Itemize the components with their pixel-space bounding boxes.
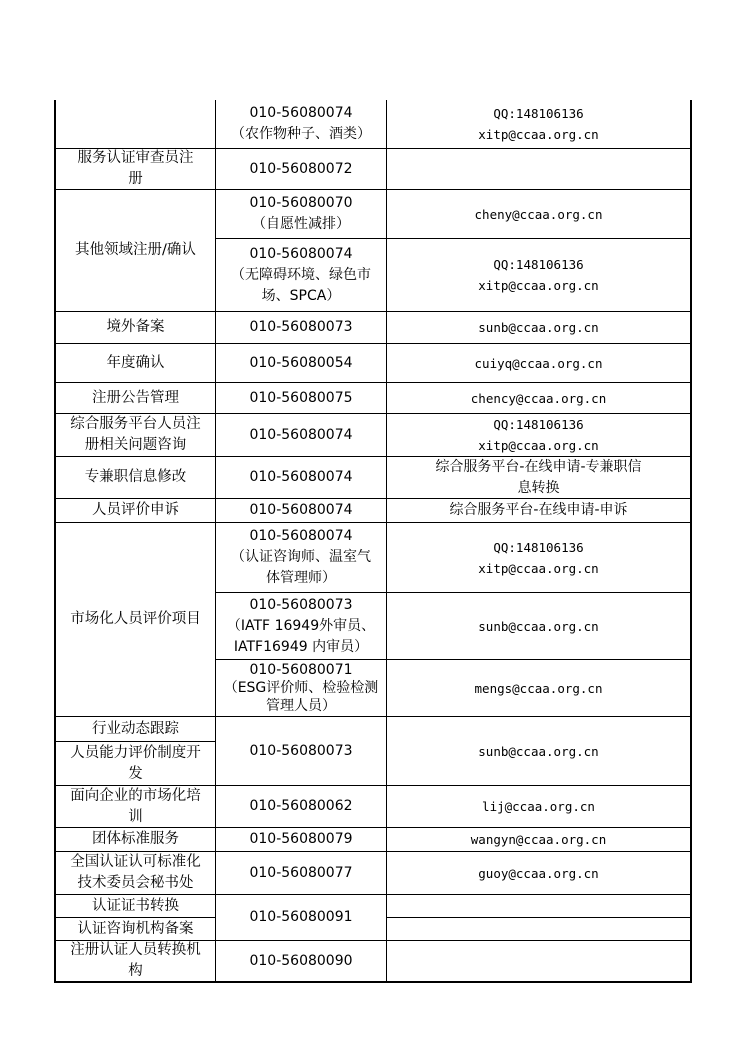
phone-cell [216, 100, 386, 148]
phone-note: 管理人员） [266, 698, 336, 714]
contact-email: xitp@ccaa.org.cn [478, 560, 599, 576]
phone-cell [216, 499, 386, 522]
service-name-cell [56, 149, 215, 189]
phone-note: （无障碍环境、绿色市 [231, 266, 371, 283]
service-name: 人员能力评价制度开 [70, 744, 201, 761]
service-name-cell [56, 383, 215, 413]
service-name-cell [56, 499, 215, 522]
phone-text: 010-56080073 [249, 596, 353, 613]
phone-text: 010-56080075 [249, 389, 353, 406]
phone-text: 010-56080073 [249, 319, 353, 335]
service-name: 构 [128, 963, 143, 979]
contact-email: xitp@ccaa.org.cn [478, 438, 599, 453]
phone-cell [216, 828, 386, 851]
contact-email: guoy@ccaa.org.cn [478, 865, 599, 881]
phone-cell [216, 941, 386, 981]
service-name-cell [56, 786, 215, 827]
contact-email: xitp@ccaa.org.cn [478, 278, 599, 293]
phone-text: 010-56080054 [249, 354, 353, 371]
contact-qq: QQ:148106136 [493, 539, 584, 555]
service-name: 注册认证人员转换机 [70, 942, 201, 958]
phone-text: 010-56080074 [249, 426, 353, 443]
phone-cell [216, 717, 386, 785]
contact-cell [387, 457, 690, 498]
service-name: 团体标准服务 [92, 831, 179, 847]
row-line-partial [386, 917, 691, 918]
phone-text: 010-56080074 [249, 105, 353, 121]
phone-note: （自愿性减排） [252, 216, 350, 232]
phone-text: 010-56080091 [249, 909, 353, 925]
phone-cell [216, 312, 386, 343]
contact-instruction: 综合服务平台-在线申请-申诉 [449, 502, 628, 518]
service-name: 专兼职信息修改 [84, 469, 187, 485]
phone-text: 010-56080072 [249, 160, 353, 177]
service-name: 认证咨询机构备案 [77, 920, 194, 937]
service-name: 注册公告管理 [92, 389, 179, 406]
contact-email: sunb@ccaa.org.cn [478, 320, 599, 335]
service-name-cell [56, 523, 215, 716]
phone-cell [216, 786, 386, 827]
contact-cell [387, 344, 690, 382]
service-name: 训 [128, 808, 143, 825]
phone-cell [216, 344, 386, 382]
service-name: 市场化人员评价项目 [70, 611, 201, 627]
service-name-cell [56, 312, 215, 343]
contact-email: cuiyq@ccaa.org.cn [474, 355, 603, 371]
service-name: 认证证书转换 [92, 897, 179, 914]
contact-instruction: 息转换 [517, 479, 560, 496]
contact-cell [387, 190, 690, 238]
service-name-cell [56, 344, 215, 382]
phone-text: 010-56080071 [249, 662, 353, 678]
phone-note: IATF16949 内审员） [233, 638, 369, 655]
contact-cell [387, 786, 690, 827]
service-name: 面向企业的市场化培 [70, 787, 201, 804]
service-name: 技术委员会秘书处 [77, 875, 194, 891]
phone-note: 场、SPCA） [261, 287, 341, 304]
contact-cell [387, 312, 690, 343]
service-name-cell [56, 895, 215, 917]
contact-qq: QQ:148106136 [493, 417, 584, 432]
phone-cell [216, 190, 386, 238]
contact-cell [387, 383, 690, 413]
contact-cell [387, 660, 690, 716]
contact-email: sunb@ccaa.org.cn [478, 743, 599, 759]
contact-cell [387, 414, 690, 456]
contact-cell [387, 717, 690, 785]
phone-note: （IATF 16949外审员、 [226, 617, 376, 634]
service-name: 年度确认 [106, 354, 165, 371]
phone-cell [216, 895, 386, 940]
service-name: 人员评价申诉 [92, 502, 179, 518]
service-name: 册相关问题咨询 [84, 437, 187, 453]
phone-text: 010-56080077 [249, 864, 353, 881]
contact-email: lij@ccaa.org.cn [482, 799, 595, 814]
contact-email: xitp@ccaa.org.cn [478, 127, 599, 142]
contact-cell [387, 523, 690, 592]
service-name: 其他领域注册/确认 [75, 242, 196, 258]
contact-cell [387, 852, 690, 894]
phone-text: 010-56080070 [249, 195, 353, 211]
phone-cell [216, 523, 386, 592]
service-name: 全国认证认可标准化 [70, 854, 201, 870]
service-name-cell [56, 941, 215, 981]
contact-cell [387, 100, 690, 148]
phone-cell [216, 660, 386, 716]
service-name-cell [56, 414, 215, 456]
phone-cell [216, 852, 386, 894]
phone-note: （ESG评价师、检验检测 [223, 680, 379, 696]
phone-cell [216, 149, 386, 189]
contact-cell [387, 828, 690, 851]
contact-email: cheny@ccaa.org.cn [474, 206, 603, 222]
service-name: 综合服务平台人员注 [70, 416, 201, 432]
phone-text: 010-56080079 [249, 831, 353, 847]
phone-note: （认证咨询师、温室气 [231, 549, 371, 565]
contact-cell [387, 499, 690, 522]
service-name: 境外备案 [106, 319, 165, 335]
contact-email: chency@ccaa.org.cn [470, 390, 607, 406]
phone-text: 010-56080074 [249, 528, 353, 544]
service-name-cell [56, 717, 215, 741]
service-name: 服务认证审查员注 [77, 150, 194, 166]
phone-cell [216, 383, 386, 413]
phone-text: 010-56080073 [249, 742, 353, 759]
service-name-cell [56, 457, 215, 498]
phone-note: （农作物种子、酒类） [231, 126, 371, 142]
service-name: 发 [128, 765, 143, 782]
phone-text: 010-56080074 [249, 469, 353, 485]
service-name-cell [56, 828, 215, 851]
phone-text: 010-56080062 [249, 798, 353, 814]
contact-email: wangyn@ccaa.org.cn [470, 832, 607, 847]
contact-qq: QQ:148106136 [493, 257, 584, 272]
phone-text: 010-56080074 [249, 245, 353, 262]
contact-cell [387, 593, 690, 659]
contact-email: sunb@ccaa.org.cn [478, 618, 599, 634]
phone-cell [216, 457, 386, 498]
service-name-cell [56, 918, 215, 940]
phone-cell [216, 414, 386, 456]
phone-cell [216, 239, 386, 311]
contact-instruction: 综合服务平台-在线申请-专兼职信 [435, 458, 642, 475]
table-border-bottom [54, 981, 692, 983]
phone-text: 010-56080074 [249, 502, 353, 518]
phone-note: 体管理师） [266, 570, 336, 586]
service-name-cell [56, 852, 215, 894]
service-name: 册 [128, 171, 143, 187]
contact-qq: QQ:148106136 [493, 106, 584, 121]
service-name-cell [56, 190, 215, 311]
phone-cell [216, 593, 386, 659]
phone-text: 010-56080090 [249, 952, 353, 969]
contact-email: mengs@ccaa.org.cn [474, 680, 603, 696]
service-name-cell [56, 742, 215, 785]
service-name: 行业动态跟踪 [92, 720, 179, 737]
contact-cell [387, 239, 690, 311]
